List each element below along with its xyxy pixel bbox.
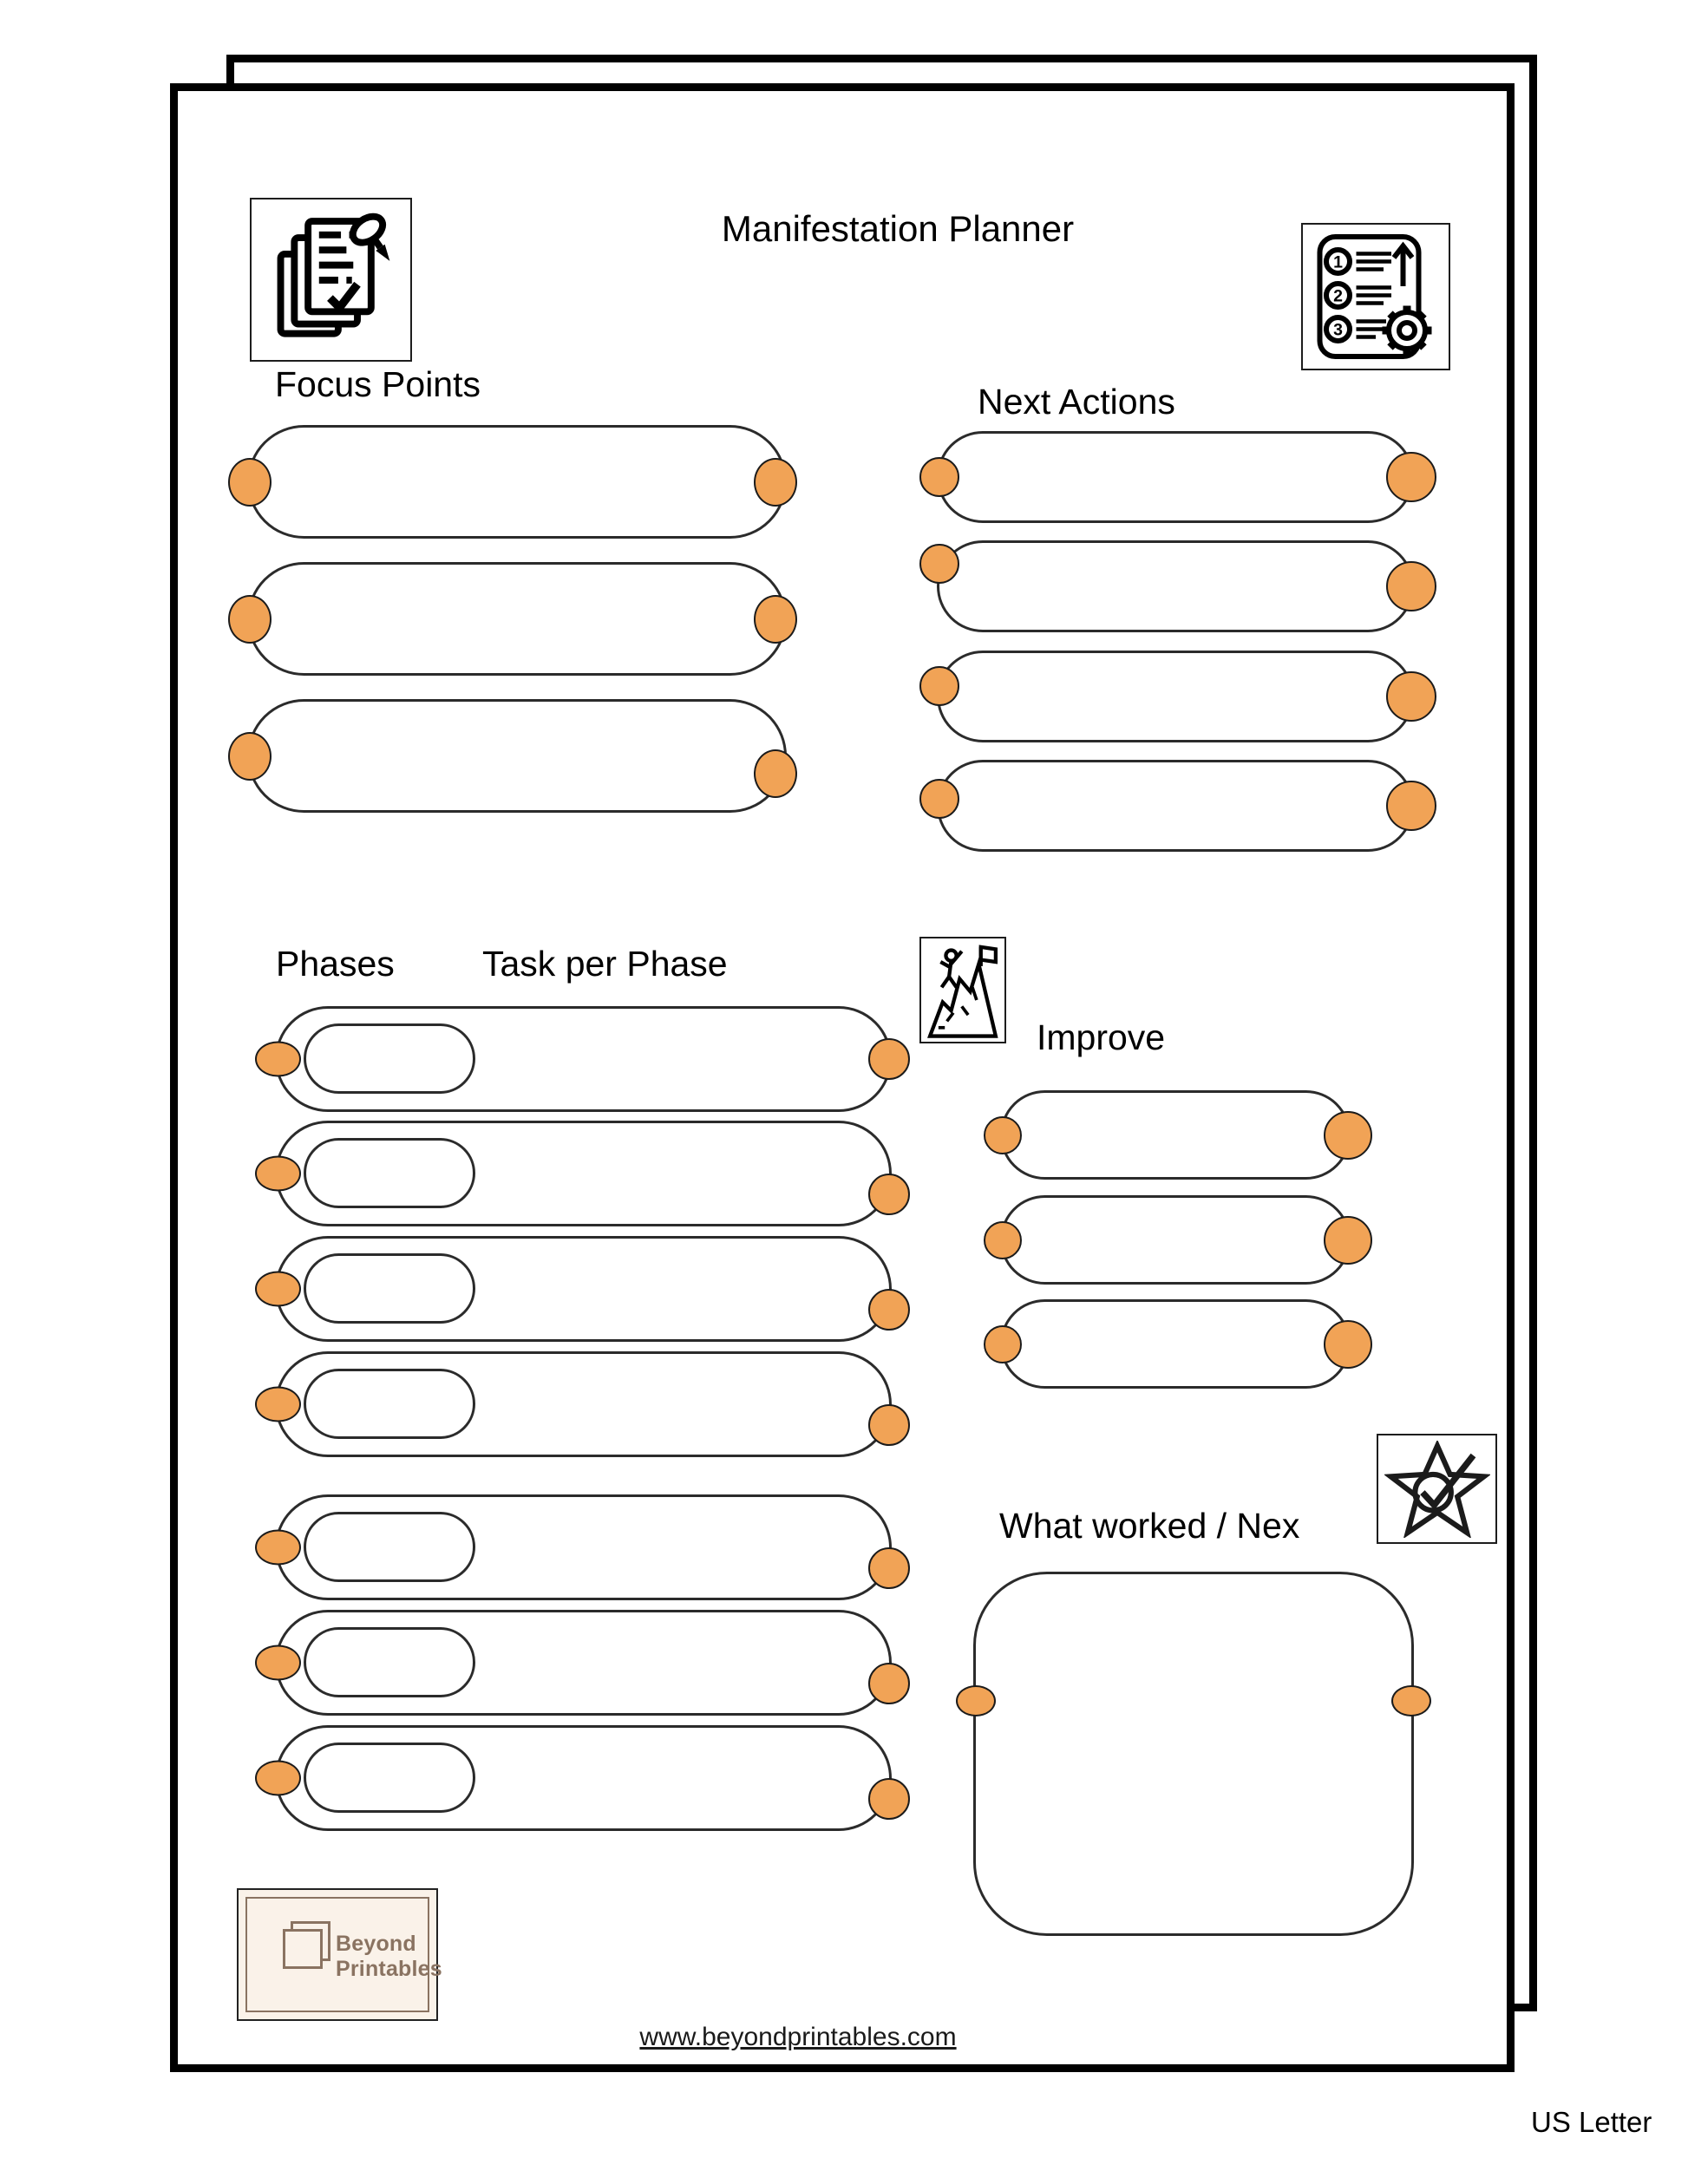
- logo-line2: Printables: [336, 1956, 442, 1981]
- connector-dot: [956, 1685, 996, 1716]
- connector-dot: [228, 458, 272, 507]
- logo-line1: Beyond: [336, 1932, 416, 1956]
- numbered-steps-gear-icon-art: [1310, 232, 1442, 362]
- connector-dot: [255, 1761, 301, 1796]
- next-actions-heading: Next Actions: [978, 382, 1175, 422]
- next-action-field[interactable]: [937, 651, 1414, 742]
- connector-dot: [868, 1778, 910, 1820]
- connector-dot: [868, 1038, 910, 1080]
- improve-field[interactable]: [1000, 1299, 1351, 1389]
- star-checkmark-icon: [1377, 1434, 1497, 1544]
- mountain-climber-icon: [919, 937, 1006, 1043]
- logo-pages-icon: [283, 1929, 323, 1969]
- connector-dot: [919, 666, 959, 706]
- numbered-steps-gear-icon: [1301, 223, 1450, 370]
- connector-dot: [255, 1042, 301, 1077]
- connector-dot: [1324, 1320, 1372, 1369]
- improve-field[interactable]: [1000, 1195, 1351, 1285]
- phase-name-field[interactable]: [304, 1138, 475, 1208]
- next-action-field[interactable]: [937, 431, 1414, 523]
- connector-dot: [1391, 1685, 1431, 1716]
- phase-name-field[interactable]: [304, 1627, 475, 1697]
- step-number-2: 2: [1333, 286, 1343, 306]
- phase-task-field[interactable]: [275, 1351, 892, 1457]
- brand-logo: [237, 1888, 442, 2021]
- step-number-3: 3: [1333, 320, 1343, 340]
- connector-dot: [868, 1404, 910, 1446]
- connector-dot: [919, 544, 959, 584]
- footer-website-link[interactable]: www.beyondprintables.com: [639, 2023, 957, 2051]
- connector-dot: [1324, 1111, 1372, 1160]
- connector-dot: [255, 1645, 301, 1681]
- connector-dot: [868, 1663, 910, 1704]
- connector-dot: [754, 749, 797, 798]
- focus-points-heading: Focus Points: [275, 364, 481, 404]
- connector-dot: [255, 1272, 301, 1307]
- connector-dot: [1386, 781, 1436, 831]
- phase-task-field[interactable]: [275, 1236, 892, 1342]
- connector-dot: [228, 732, 272, 781]
- connector-dot: [984, 1325, 1022, 1363]
- phase-name-field[interactable]: [304, 1512, 475, 1582]
- what-worked-field[interactable]: [973, 1572, 1414, 1936]
- connector-dot: [1386, 671, 1436, 722]
- phase-task-field[interactable]: [275, 1006, 892, 1112]
- phase-name-field[interactable]: [304, 1023, 475, 1094]
- connector-dot: [255, 1387, 301, 1422]
- connector-dot: [868, 1289, 910, 1331]
- logo-wordmark: [336, 1932, 442, 1981]
- star-checkmark-icon-art: [1384, 1441, 1490, 1538]
- next-action-field[interactable]: [937, 540, 1414, 632]
- focus-point-field[interactable]: [247, 562, 787, 676]
- connector-dot: [919, 457, 959, 497]
- step-number-1: 1: [1333, 252, 1343, 272]
- next-action-field[interactable]: [937, 760, 1414, 852]
- focus-point-field[interactable]: [247, 699, 787, 813]
- connector-dot: [255, 1530, 301, 1566]
- connector-dot: [255, 1156, 301, 1192]
- paper-size-label: US Letter: [1531, 2106, 1652, 2138]
- phase-task-field[interactable]: [275, 1121, 892, 1226]
- phase-name-field[interactable]: [304, 1743, 475, 1813]
- improve-heading: Improve: [1037, 1017, 1166, 1057]
- connector-dot: [754, 458, 797, 507]
- phase-task-field[interactable]: [275, 1725, 892, 1831]
- connector-dot: [984, 1221, 1022, 1259]
- connector-dot: [868, 1174, 910, 1215]
- connector-dot: [919, 779, 959, 819]
- connector-dot: [1386, 452, 1436, 502]
- connector-dot: [1324, 1216, 1372, 1265]
- phase-task-field[interactable]: [275, 1494, 892, 1600]
- what-worked-heading: What worked / Nex: [999, 1506, 1300, 1546]
- connector-dot: [228, 595, 272, 644]
- phase-task-field[interactable]: [275, 1610, 892, 1716]
- documents-pushpin-icon: [250, 198, 412, 362]
- phase-name-field[interactable]: [304, 1369, 475, 1439]
- mountain-climber-icon-art: [925, 943, 1001, 1038]
- connector-dot: [984, 1116, 1022, 1154]
- connector-dot: [868, 1547, 910, 1589]
- task-per-phase-heading: Task per Phase: [482, 944, 728, 984]
- page-title: Manifestation Planner: [721, 208, 1075, 249]
- improve-field[interactable]: [1000, 1090, 1351, 1180]
- connector-dot: [754, 595, 797, 644]
- documents-pushpin-icon-art: [263, 211, 400, 350]
- phases-heading: Phases: [276, 944, 395, 984]
- connector-dot: [1386, 561, 1436, 611]
- phase-name-field[interactable]: [304, 1253, 475, 1324]
- focus-point-field[interactable]: [247, 425, 787, 539]
